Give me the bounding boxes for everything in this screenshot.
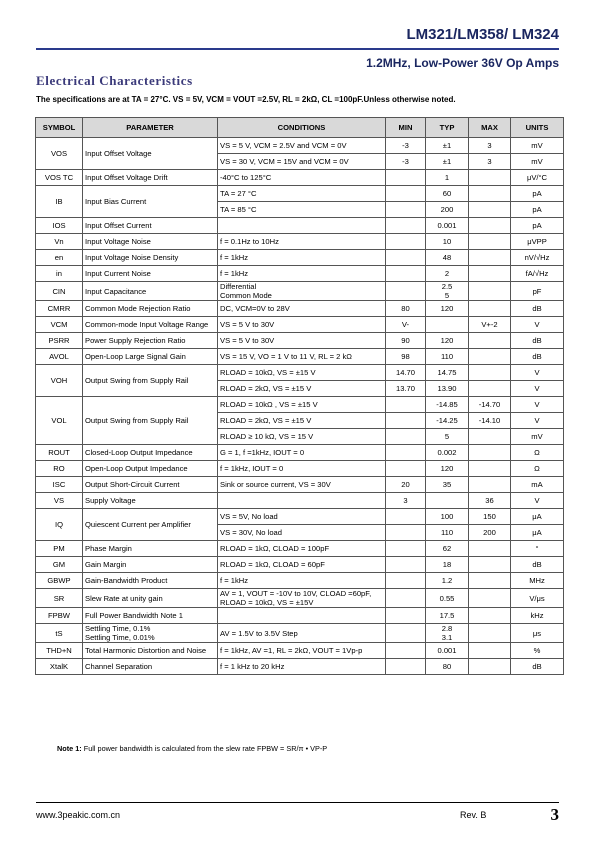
typ-cell: 200 [426,202,469,218]
conditions-cell: RLOAD = 1kΩ, CLOAD = 100pF [218,541,386,557]
parameter-cell: Supply Voltage [83,493,218,509]
min-cell [386,202,426,218]
max-cell: 150 [469,509,511,525]
max-cell [469,608,511,624]
header-typ: TYP [426,118,469,138]
table-row [36,477,564,493]
section-title: Electrical Characteristics [36,73,193,88]
units-cell: Ω [511,445,564,461]
max-cell [469,186,511,202]
table-row [36,445,564,461]
typ-cell: 14.75 [426,365,469,381]
table-row [36,541,564,557]
typ-cell: 13.90 [426,381,469,397]
min-cell [386,461,426,477]
max-cell: V+-2 [469,317,511,333]
conditions-cell: VS = 15 V, VO = 1 V to 11 V, RL = 2 kΩ [218,349,386,365]
table-row [36,659,564,675]
table-row [36,234,564,250]
header-units: UNITS [511,118,564,138]
table-row [36,509,564,525]
min-cell [386,413,426,429]
max-cell [469,282,511,301]
min-cell [386,445,426,461]
units-cell: μA [511,509,564,525]
max-cell [469,541,511,557]
typ-cell: 18 [426,557,469,573]
min-cell [386,218,426,234]
conditions-cell: TA = 85 °C [218,202,386,218]
table-row [36,349,564,365]
min-cell: 90 [386,333,426,349]
min-cell [386,525,426,541]
units-cell: V [511,397,564,413]
typ-cell: 0.002 [426,445,469,461]
typ-cell: ±1 [426,154,469,170]
parameter-cell: Output Swing from Supply Rail [83,397,218,445]
typ-cell: 48 [426,250,469,266]
symbol-cell: in [36,266,83,282]
units-cell: V [511,365,564,381]
conditions-cell: f = 1 kHz to 20 kHz [218,659,386,675]
parameter-cell: Input Current Noise [83,266,218,282]
table-row [36,589,564,608]
typ-cell: 60 [426,186,469,202]
min-cell [386,266,426,282]
units-cell: μA [511,525,564,541]
typ-cell: 120 [426,461,469,477]
min-cell [386,186,426,202]
typ-cell: 17.5 [426,608,469,624]
symbol-cell: XtalK [36,659,83,675]
min-cell: 98 [386,349,426,365]
typ-cell: 2 [426,266,469,282]
units-cell: dB [511,349,564,365]
units-cell: pA [511,186,564,202]
header-symbol: SYMBOL [36,118,83,138]
min-cell: -3 [386,154,426,170]
units-cell: mV [511,138,564,154]
max-cell [469,477,511,493]
min-cell: 3 [386,493,426,509]
footer-url: www.3peakic.com.cn [36,810,121,820]
min-cell: -3 [386,138,426,154]
conditions-cell: f = 1kHz [218,573,386,589]
table-row [36,573,564,589]
conditions-cell: f = 1kHz, IOUT = 0 [218,461,386,477]
symbol-cell: tS [36,624,83,643]
symbol-cell: VOL [36,397,83,445]
max-cell [469,234,511,250]
typ-cell: 0.001 [426,218,469,234]
conditions-cell: VS = 5V, No load [218,509,386,525]
units-cell: μV/°C [511,170,564,186]
units-cell: mV [511,154,564,170]
units-cell: dB [511,557,564,573]
table-row [36,266,564,282]
max-cell [469,202,511,218]
parameter-cell: Phase Margin [83,541,218,557]
symbol-cell: VOS [36,138,83,170]
conditions-cell: VS = 30 V, VCM = 15V and VCM = 0V [218,154,386,170]
max-cell [469,461,511,477]
typ-cell: 1 [426,170,469,186]
parameter-cell: Quiescent Current per Amplifier [83,509,218,541]
min-cell: V- [386,317,426,333]
parameter-cell: Input Bias Current [83,186,218,218]
conditions-cell: f = 1kHz, AV =1, RL = 2kΩ, VOUT = 1Vp-p [218,643,386,659]
conditions-cell: VS = 5 V to 30V [218,317,386,333]
conditions-cell: AV = 1.5V to 3.5V Step [218,624,386,643]
symbol-cell: RO [36,461,83,477]
symbol-cell: VOS TC [36,170,83,186]
max-cell [469,381,511,397]
max-cell [469,250,511,266]
symbol-cell: FPBW [36,608,83,624]
table-row [36,624,564,643]
header-max: MAX [469,118,511,138]
parameter-cell: Input Capacitance [83,282,218,301]
max-cell: -14.70 [469,397,511,413]
header-divider [36,48,559,50]
parameter-cell: Output Swing from Supply Rail [83,365,218,397]
table-body [36,138,564,675]
symbol-cell: ROUT [36,445,83,461]
conditions-cell: -40°C to 125°C [218,170,386,186]
parameter-cell: Settling Time, 0.1% Settling Time, 0.01% [83,624,218,643]
max-cell: 3 [469,154,511,170]
parameter-cell: Open-Loop Output Impedance [83,461,218,477]
min-cell [386,573,426,589]
table-row [36,608,564,624]
units-cell: pA [511,202,564,218]
table-row [36,461,564,477]
parameter-cell: Gain Margin [83,557,218,573]
symbol-cell: VOH [36,365,83,397]
conditions-cell: VS = 5 V to 30V [218,333,386,349]
max-cell [469,624,511,643]
typ-cell: -14.25 [426,413,469,429]
units-cell: V [511,317,564,333]
parameter-cell: Channel Separation [83,659,218,675]
table-row [36,250,564,266]
typ-cell [426,317,469,333]
symbol-cell: AVOL [36,349,83,365]
units-cell: kHz [511,608,564,624]
min-cell [386,282,426,301]
parameter-cell: Input Offset Current [83,218,218,234]
typ-cell: 110 [426,349,469,365]
units-cell: μs [511,624,564,643]
max-cell: 200 [469,525,511,541]
footnote-text: Full power bandwidth is calculated from the slew rate FPBW = SR/π • VP-P [83,744,328,753]
table-row [36,282,564,301]
table-row [36,643,564,659]
min-cell [386,170,426,186]
typ-cell: 10 [426,234,469,250]
max-cell [469,643,511,659]
units-cell: pA [511,218,564,234]
conditions-cell: VS = 30V, No load [218,525,386,541]
header-conditions: CONDITIONS [218,118,386,138]
typ-cell: 120 [426,301,469,317]
max-cell [469,429,511,445]
units-cell: dB [511,333,564,349]
typ-cell: 100 [426,509,469,525]
document-subtitle: 1.2MHz, Low-Power 36V Op Amps [366,56,559,70]
typ-cell: 2.8 3.1 [426,624,469,643]
symbol-cell: PM [36,541,83,557]
units-cell: V/μs [511,589,564,608]
parameter-cell: Gain-Bandwidth Product [83,573,218,589]
parameter-cell: Output Short-Circuit Current [83,477,218,493]
symbol-cell: IQ [36,509,83,541]
table-row [36,301,564,317]
min-cell [386,509,426,525]
min-cell [386,643,426,659]
typ-cell: 35 [426,477,469,493]
min-cell: 13.70 [386,381,426,397]
symbol-cell: PSRR [36,333,83,349]
typ-cell: 0.001 [426,643,469,659]
conditions-cell: RLOAD = 2kΩ, VS = ±15 V [218,381,386,397]
conditions-cell [218,218,386,234]
footer-revision: Rev. B [460,810,487,820]
max-cell [469,301,511,317]
units-cell: fA/√Hz [511,266,564,282]
symbol-cell: IOS [36,218,83,234]
typ-cell: 120 [426,333,469,349]
units-cell: mA [511,477,564,493]
typ-cell [426,493,469,509]
conditions-cell: RLOAD = 10kΩ, VS = ±15 V [218,365,386,381]
symbol-cell: THD+N [36,643,83,659]
units-cell: % [511,643,564,659]
parameter-cell: Closed-Loop Output Impedance [83,445,218,461]
typ-cell: ±1 [426,138,469,154]
symbol-cell: SR [36,589,83,608]
table-row [36,493,564,509]
max-cell: -14.10 [469,413,511,429]
symbol-cell: CIN [36,282,83,301]
conditions-cell: G = 1, f =1kHz, IOUT = 0 [218,445,386,461]
max-cell [469,659,511,675]
conditions-cell: VS = 5 V, VCM = 2.5V and VCM = 0V [218,138,386,154]
min-cell [386,589,426,608]
header-parameter: PARAMETER [83,118,218,138]
symbol-cell: VS [36,493,83,509]
max-cell [469,445,511,461]
table-row [36,186,564,202]
parameter-cell: Common Mode Rejection Ratio [83,301,218,317]
table-row [36,365,564,381]
conditions-cell: f = 0.1Hz to 10Hz [218,234,386,250]
typ-cell: 1.2 [426,573,469,589]
min-cell [386,250,426,266]
symbol-cell: Vn [36,234,83,250]
symbol-cell: en [36,250,83,266]
conditions-cell: Differential Common Mode [218,282,386,301]
min-cell: 20 [386,477,426,493]
symbol-cell: VCM [36,317,83,333]
symbol-cell: IB [36,186,83,218]
conditions-cell [218,493,386,509]
footer-divider [36,802,559,803]
test-conditions-text: The specifications are at TA = 27°C. VS = 5V, VCM = VOUT =2.5V, RL = 2kΩ, CL =100pF.Unless otherwise noted. [36,95,456,104]
parameter-cell: Slew Rate at unity gain [83,589,218,608]
typ-cell: 2.5 5 [426,282,469,301]
max-cell [469,557,511,573]
min-cell [386,429,426,445]
page-number: 3 [550,805,559,824]
symbol-cell: GBWP [36,573,83,589]
conditions-cell: f = 1kHz [218,250,386,266]
parameter-cell: Common-mode Input Voltage Range [83,317,218,333]
conditions-cell: RLOAD ≥ 10 kΩ, VS = 15 V [218,429,386,445]
table-row [36,333,564,349]
typ-cell: 110 [426,525,469,541]
units-cell: nV/√Hz [511,250,564,266]
document-title: LM321/LM358/ LM324 [406,26,559,43]
min-cell [386,624,426,643]
table-row [36,170,564,186]
footnote [57,744,327,753]
max-cell [469,589,511,608]
max-cell [469,333,511,349]
footnote-label: Note 1: [57,744,82,753]
parameter-cell: Input Voltage Noise [83,234,218,250]
units-cell: mV [511,429,564,445]
units-cell: pF [511,282,564,301]
parameter-cell: Input Offset Voltage [83,138,218,170]
typ-cell: 80 [426,659,469,675]
min-cell [386,659,426,675]
min-cell [386,234,426,250]
parameter-cell: Full Power Bandwidth Note 1 [83,608,218,624]
typ-cell: -14.85 [426,397,469,413]
max-cell [469,349,511,365]
units-cell: μVPP [511,234,564,250]
units-cell: ° [511,541,564,557]
conditions-cell: RLOAD = 1kΩ, CLOAD = 60pF [218,557,386,573]
conditions-cell: RLOAD = 10kΩ , VS = ±15 V [218,397,386,413]
units-cell: dB [511,659,564,675]
min-cell [386,557,426,573]
table-row [36,317,564,333]
typ-cell: 62 [426,541,469,557]
units-cell: dB [511,301,564,317]
conditions-cell: Sink or source current, VS = 30V [218,477,386,493]
min-cell: 14.70 [386,365,426,381]
max-cell [469,573,511,589]
symbol-cell: CMRR [36,301,83,317]
table-row [36,397,564,413]
parameter-cell: Total Harmonic Distortion and Noise [83,643,218,659]
min-cell [386,541,426,557]
conditions-cell [218,608,386,624]
max-cell [469,170,511,186]
max-cell [469,365,511,381]
conditions-cell: AV = 1, VOUT = -10V to 10V, CLOAD =60pF, RLOAD = 10kΩ, VS = ±15V [218,589,386,608]
max-cell: 36 [469,493,511,509]
min-cell: 80 [386,301,426,317]
conditions-cell: DC, VCM=0V to 28V [218,301,386,317]
parameter-cell: Open-Loop Large Signal Gain [83,349,218,365]
max-cell [469,218,511,234]
typ-cell: 0.55 [426,589,469,608]
max-cell: 3 [469,138,511,154]
max-cell [469,266,511,282]
typ-cell: 5 [426,429,469,445]
parameter-cell: Input Offset Voltage Drift [83,170,218,186]
min-cell [386,608,426,624]
conditions-cell: TA = 27 °C [218,186,386,202]
conditions-cell: f = 1kHz [218,266,386,282]
header-min: MIN [386,118,426,138]
table-header-row [36,118,564,138]
symbol-cell: GM [36,557,83,573]
electrical-characteristics-table [35,117,564,675]
units-cell: V [511,493,564,509]
conditions-cell: RLOAD = 2kΩ, VS = ±15 V [218,413,386,429]
units-cell: MHz [511,573,564,589]
units-cell: V [511,413,564,429]
table-row [36,218,564,234]
parameter-cell: Input Voltage Noise Density [83,250,218,266]
units-cell: V [511,381,564,397]
parameter-cell: Power Supply Rejection Ratio [83,333,218,349]
min-cell [386,397,426,413]
table-row [36,557,564,573]
table-row [36,138,564,154]
symbol-cell: ISC [36,477,83,493]
units-cell: Ω [511,461,564,477]
